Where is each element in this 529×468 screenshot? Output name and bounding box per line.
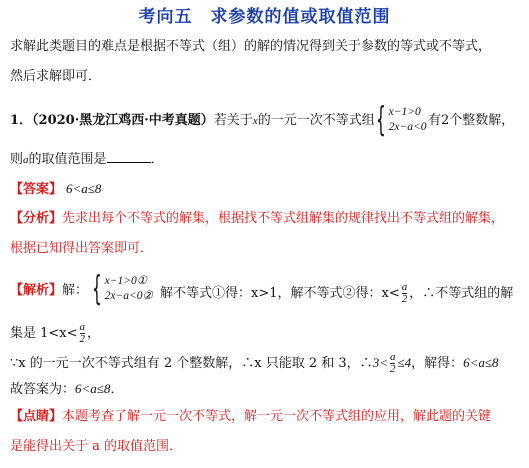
analysis-line-1 — [10, 210, 504, 228]
solution-line3-d: ，解得： — [411, 356, 464, 371]
problem-number: 1． — [10, 113, 33, 128]
problem-line-2 — [10, 150, 164, 169]
solution-text-1b: ，∴不等式组的解 — [409, 286, 514, 301]
solution-row-2: 2x−a<0② — [104, 290, 153, 302]
problem-text-mid: 的一元一次不等式组 — [257, 113, 375, 128]
answer-value: 6<a≤8 — [66, 181, 102, 196]
problem-text-before: 若关于 — [213, 113, 253, 128]
solution-text-1 — [160, 282, 513, 305]
comment-tag: 【点睛】 — [10, 409, 63, 424]
problem-line2-suffix: 的取值范围是 — [28, 152, 107, 167]
answer-blank — [107, 150, 151, 163]
analysis-text-1: 先求出每个不等式的解集，根据找不等式组解集的规律找出不等式组的解集， — [62, 211, 505, 226]
answer-line — [10, 180, 101, 199]
problem-line2-end: ． — [150, 152, 164, 167]
solution-line3-b: 3< — [372, 355, 388, 370]
solution-line4-a: 故答案为： — [10, 382, 76, 397]
intro-line-1: 求解此类题目的难点是根据不等式（组）的解的情况得到关于参数的等式或不等式， — [10, 39, 492, 54]
solution-line4-c: ． — [110, 382, 124, 397]
solution-line3-e: 6<a≤8 — [463, 355, 499, 370]
var-a: a — [23, 154, 29, 166]
system-row-2: 2x−a<0 — [388, 121, 427, 133]
analysis-line-2: 根据已知得出答案即可． — [10, 241, 154, 256]
problem-source: （2020·黑龙江鸡西·中考真题） — [32, 113, 214, 128]
system-row-1: x−1>0 — [388, 106, 421, 118]
solution-row-1: x−1>0① — [104, 275, 148, 287]
solution-prefix: 解： — [62, 283, 89, 298]
comment-line-1 — [10, 408, 491, 426]
solution-line-1 — [10, 282, 88, 300]
problem-inequality-system — [370, 100, 427, 140]
var-x: x — [252, 115, 258, 127]
solution-line2-end: ， — [87, 326, 101, 341]
solution-inequality-system — [86, 269, 153, 309]
frac-den: 2 — [79, 333, 86, 345]
problem-line-1 — [10, 112, 375, 130]
brace-icon: { — [91, 269, 102, 309]
answer-tag: 【答案】 — [10, 182, 63, 197]
frac-num: a — [389, 351, 396, 363]
solution-line2-prefix: 集是 1<x< — [10, 326, 78, 341]
solution-line3-c: ≤4 — [397, 355, 412, 370]
solution-line-2 — [10, 322, 100, 345]
analysis-tag: 【分析】 — [10, 211, 63, 226]
solution-line4-b: 6<a≤8 — [75, 381, 111, 396]
section-title: 考向五 求参数的值或取值范围 — [138, 7, 391, 27]
comment-line-2: 是能得出关于 a 的取值范围． — [10, 439, 183, 454]
fraction-a-over-2 — [402, 282, 408, 305]
solution-line-3 — [10, 352, 499, 375]
solution-line-4 — [10, 380, 123, 399]
solution-tag: 【解析】 — [10, 283, 63, 298]
brace-icon: { — [375, 100, 386, 140]
frac-num: a — [401, 281, 408, 293]
fraction-a-over-2 — [390, 352, 396, 375]
solution-text-1a: 解不等式①得：x>1，解不等式②得：x< — [160, 286, 400, 301]
frac-den: 2 — [401, 293, 408, 305]
comment-text-1: 本题考查了解一元一次不等式，解一元一次不等式组的应用，解此题的关键 — [62, 409, 492, 424]
solution-line3-a: ∵x 的一元一次不等式组有 2 个整数解，∴x 只能取 2 和 3，∴ — [10, 356, 373, 371]
frac-den: 2 — [389, 363, 396, 375]
frac-num: a — [79, 321, 86, 333]
problem-line2-prefix: 则 — [10, 152, 24, 167]
problem-text-after: 有2个整数解， — [428, 113, 515, 128]
intro-line-2: 然后求解即可． — [10, 69, 102, 84]
fraction-a-over-2 — [80, 322, 86, 345]
